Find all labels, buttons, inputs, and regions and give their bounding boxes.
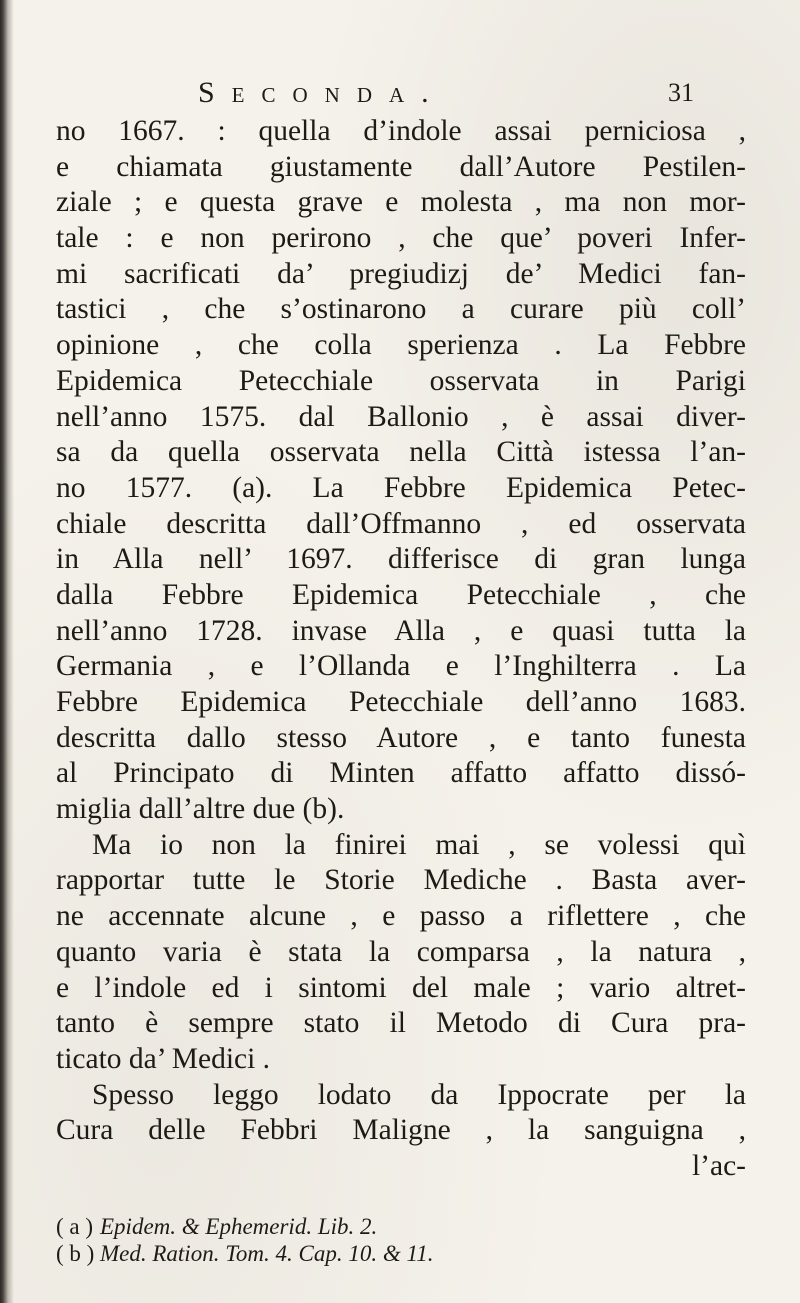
text-line: sa da quella osservata nella Città istessa l’an- [56, 436, 746, 469]
footnote-mark: ( a ) [56, 1214, 94, 1239]
text-line: no 1577. (a). La Febbre Epidemica Petec- [56, 471, 746, 504]
text-line: quanto varia è stata la comparsa , la natura , [56, 935, 746, 968]
text-line: in Alla nell’ 1697. differisce di gran lunga [56, 543, 746, 576]
text-line: tanto è sempre stato il Metodo di Cura pra- [56, 1007, 746, 1040]
text-line: dalla Febbre Epidemica Petecchiale , che [56, 578, 746, 611]
text-line: miglia dall’altre due (b). [56, 793, 345, 826]
text-line: ne accennate alcune , e passo a riflettere , che [56, 900, 746, 933]
text-line: ziale ; e questa grave e molesta , ma non mor- [56, 186, 746, 219]
footnotes [56, 1213, 616, 1267]
catchword: l’ac- [691, 1149, 746, 1182]
page-number: 31 [668, 78, 694, 107]
text-line: e l’indole ed i sintomi del male ; vario altret- [56, 971, 746, 1004]
text-line: no 1667. : quella d’indole assai perniciosa , [56, 115, 746, 147]
text-line: nell’anno 1575. dal Ballonio , è assai diver- [56, 400, 746, 433]
text-line: ticato da’ Medici . [56, 1042, 271, 1075]
body-text [56, 114, 746, 1185]
text-line: Ma io non la finirei mai , se volessi quì [92, 828, 746, 861]
running-head: Seconda. [198, 76, 446, 109]
text-line: Germania , e l’Ollanda e l’Inghilterra . La [56, 650, 746, 683]
text-line: tale : e non perirono , che que’ poveri Infer- [56, 222, 746, 255]
text-line: Febbre Epidemica Petecchiale dell’anno 1683. [56, 686, 746, 718]
footnote [56, 1213, 616, 1240]
text-line: rapportar tutte le Storie Mediche . Basta aver- [56, 864, 746, 897]
footnote [56, 1240, 616, 1267]
page-header [0, 76, 800, 116]
text-line: e chiamata giustamente dall’Autore Pestilen- [56, 150, 746, 183]
text-line: Spesso leggo lodato da Ippocrate per la [92, 1078, 746, 1111]
page-gutter-shadow [0, 0, 14, 1303]
text-line: Cura delle Febbri Maligne , la sanguigna , [56, 1114, 746, 1147]
text-line: nell’anno 1728. invase Alla , e quasi tutta la [56, 614, 746, 647]
text-line: descritta dallo stesso Autore , e tanto funesta [56, 721, 746, 754]
footnote-text: Epidem. & Ephemerid. Lib. 2. [100, 1214, 378, 1239]
text-line: mi sacrificati da’ pregiudizj de’ Medici fan- [56, 257, 746, 290]
text-line: Epidemica Petecchiale osservata in Parigi [56, 364, 746, 397]
text-line: al Principato di Minten affatto affatto dissó- [56, 757, 746, 790]
footnote-mark: ( b ) [56, 1241, 95, 1266]
text-line: tastici , che s’ostinarono a curare più coll’ [56, 293, 746, 326]
text-line: chiale descritta dall’Offmanno , ed osservata [56, 507, 746, 540]
text-line: opinione , che colla sperienza . La Febbre [56, 329, 746, 362]
footnote-text: Med. Ration. Tom. 4. Cap. 10. & 11. [100, 1241, 434, 1266]
